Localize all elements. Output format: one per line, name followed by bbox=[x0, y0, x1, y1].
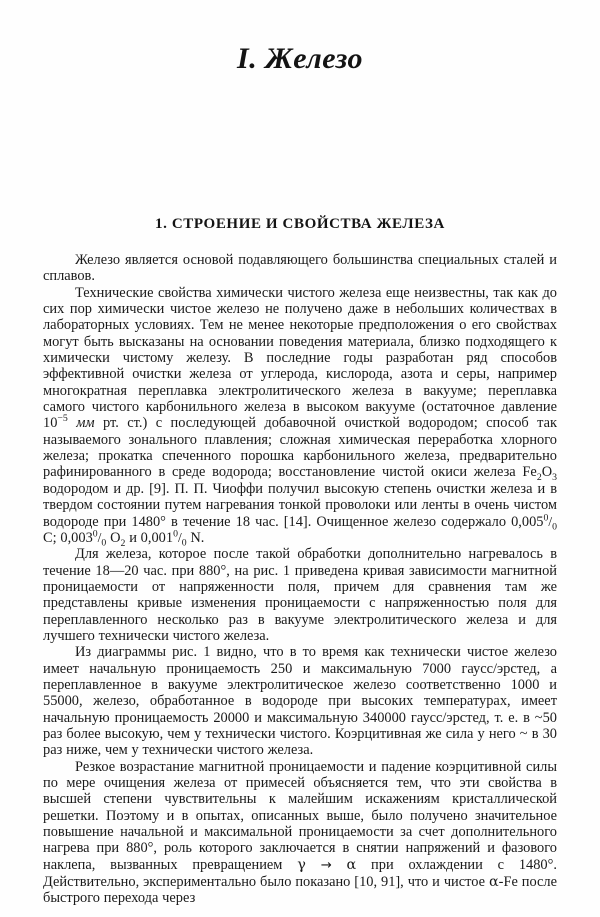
paragraph-2-part3: водородом и др. [9]. П. П. Чиоффи получил высокую степень очистки железа и в твердом состоянии путем нагревания тонкой проволоки или ленты в очень чистом водороде при 1480° в течение 18 час. [14]. Очищенное железо содержало 0,005 bbox=[43, 480, 557, 530]
percent-glyph-carbon: $^0/_0$ bbox=[543, 512, 557, 533]
paragraph-5-part3: -Fe после быстрого перехода через bbox=[43, 874, 557, 907]
paragraph-2-part4: C; 0,003 bbox=[43, 529, 93, 546]
pressure-exponent: −5 bbox=[57, 413, 68, 425]
formula-sub-o: 3 bbox=[552, 472, 557, 484]
paragraph-3 bbox=[43, 546, 557, 644]
oxygen-subscript: 2 bbox=[120, 537, 126, 549]
pressure-unit: мм bbox=[76, 415, 95, 432]
paragraph-1-text: Железо является основой подавляющего большинства специальных сталей и сплавов. bbox=[43, 252, 557, 285]
paragraph-3-text: Для железа, которое после такой обработки дополнительно нагревалось в течение 18—20 час. при 880°, на рис. 1 приведена кривая зависимости магнитной проницаемости от напряженности поля, причем для сравнения там же представлены кривые изменения проницаемости с напряженностью поля для переплавленного несколько раз в вакууме электролитического железа и для лучшего технически чистого железа. bbox=[43, 546, 557, 644]
gamma-symbol: γ bbox=[297, 856, 306, 873]
transition-arrow-icon: → bbox=[320, 857, 332, 873]
paragraph-2-part2: рт. ст.) с последующей добавочной очисткой водородом; способ так называемого зонального плавления; сложная химическая переработка хлорного железа; прокатка спеченного порошка карбонильного железа, предварительно рафинированного в среде водорода; восстановление чистой окиси железа Fe bbox=[43, 415, 557, 481]
formula-sub-fe: 2 bbox=[536, 472, 542, 484]
alpha-symbol-2: α bbox=[488, 874, 499, 891]
paragraph-5-part1: Резкое возрастание магнитной проницаемости и падение коэрцитивной силы по мере очищения железа от примесей объясняется тем, что эти свойства в высшей степени чувствительны к малейшим искажениям кристаллической решетки. Поэтому и в опытах, описанных выше, было получено значительное повышение начальной и максимальной проницаемости за счет дополнительного нагрева при 880°, роль которого заключается в снятии напряжений и фазового наклепа, вызванных превращением bbox=[43, 758, 557, 873]
paragraph-5-part2: при охлаждении с 1480°. Действительно, экспериментально было показано [10, 91], что и чистое bbox=[43, 856, 557, 891]
chapter-title: I. Железо bbox=[237, 42, 363, 75]
paragraph-2-part6: и 0,001 bbox=[125, 529, 174, 546]
paragraph-1 bbox=[43, 252, 557, 285]
paragraph-2 bbox=[43, 285, 557, 547]
paragraph-2-part7: N. bbox=[186, 529, 205, 546]
paragraph-5 bbox=[43, 759, 557, 907]
paragraph-2-part5: O bbox=[106, 529, 121, 546]
percent-glyph-nitrogen: $^0/_0$ bbox=[173, 528, 187, 549]
alpha-symbol: α bbox=[346, 856, 357, 873]
paragraph-4-text: Из диаграммы рис. 1 видно, что в то время как технически чистое железо имеет начальную проницаемость 250 и максимальную 7000 гаусс/эрстед, а переплавленное в вакууме электролитическое железо соответственно 1000 и 55000, железо, обработанное в водороде при высоких температурах, имеет начальную проницаемость 20000 и максимальную 340000 гаусс/эрстед, т. е. в ~50 раз более высокую, чем у технически чистого. Коэрцитивная же сила у него ~ в 30 раз ниже, чем у технически чистого железа. bbox=[43, 644, 557, 759]
formula-oxygen: O bbox=[541, 464, 553, 481]
percent-glyph-oxygen: $^0/_0$ bbox=[92, 528, 107, 549]
body-text-column bbox=[43, 252, 557, 907]
paragraph-2-part1: Технические свойства химически чистого железа еще неизвестны, так как до сих пор химически чистое железо не получено даже в небольших количествах в лабораторных условиях. Тем не менее некоторые предположения о его свойствах могут быть высказаны на основании поведения материала, близко подходящего к химически чистому железу. В последние годы разработан ряд способов эффективной очистки железа от углерода, кислорода, азота и серы, например многократная переплавка электролитического железа в вакууме; переплавка самого чистого карбонильного железа в высоком вакууме (остаточное давление 10 bbox=[43, 284, 557, 432]
section-heading: 1. СТРОЕНИЕ И СВОЙСТВА ЖЕЛЕЗА bbox=[155, 216, 445, 232]
paragraph-4 bbox=[43, 644, 557, 758]
